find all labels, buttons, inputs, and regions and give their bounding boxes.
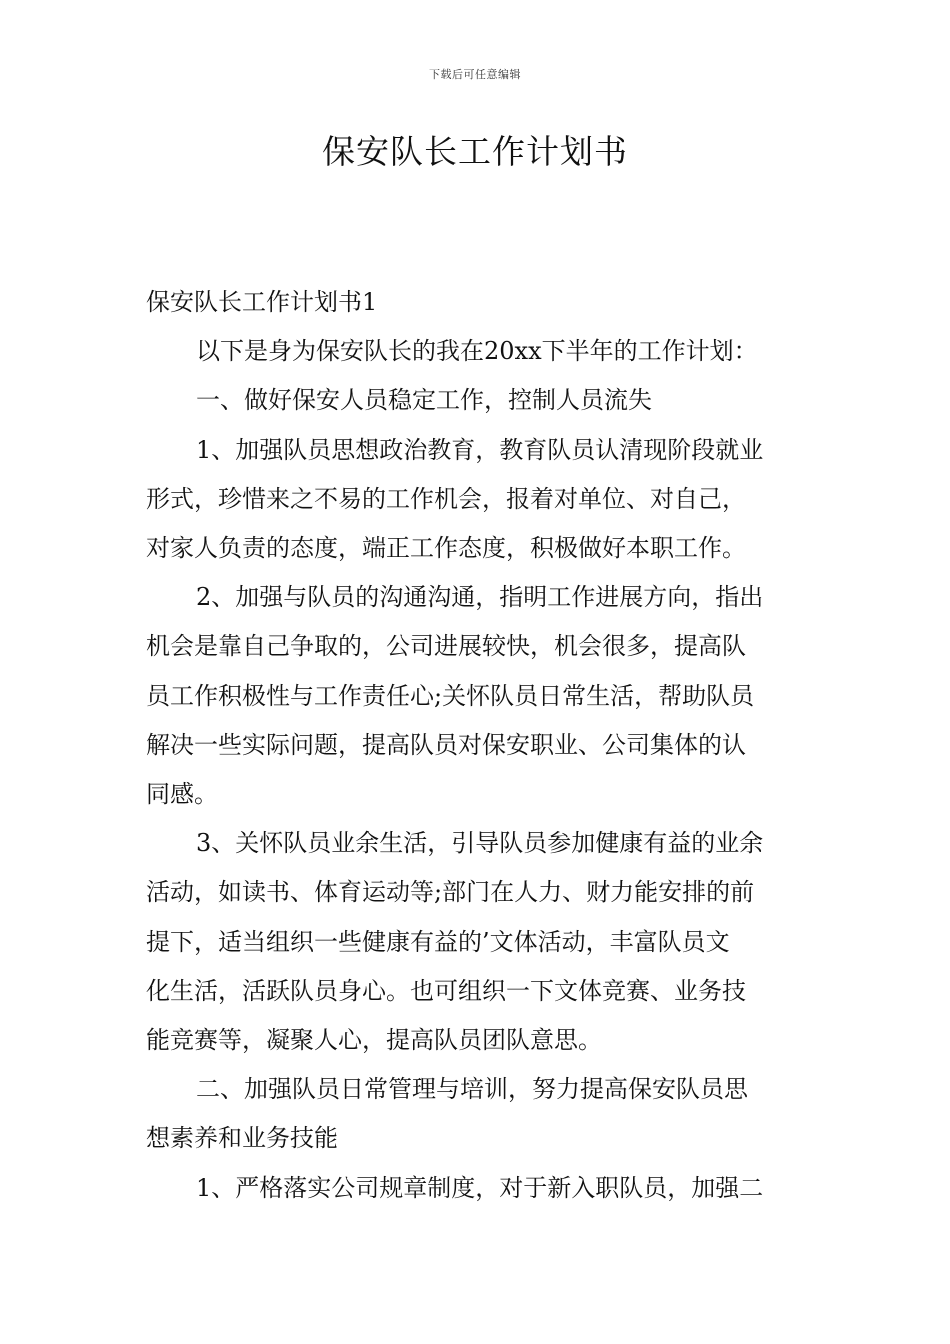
paragraph-line: 2、加强与队员的沟通沟通，指明工作进展方向，指出 xyxy=(196,583,764,612)
paragraph-line: 解决一些实际问题，提高队员对保安职业、公司集体的认 xyxy=(146,730,746,759)
paragraph-line: 一、做好保安人员稳定工作，控制人员流失 xyxy=(196,386,652,415)
paragraph-line: 1、加强队员思想政治教育，教育队员认清现阶段就业 xyxy=(196,435,764,464)
document-body xyxy=(146,278,806,1213)
paragraph-line: 对家人负责的态度，端正工作态度，积极做好本职工作。 xyxy=(146,534,746,563)
paragraph-line: 同感。 xyxy=(146,780,218,809)
paragraph-line: 1、严格落实公司规章制度，对于新入职队员，加强二 xyxy=(196,1173,764,1202)
paragraph-line: 机会是靠自己争取的，公司进展较快，机会很多，提高队 xyxy=(146,632,746,661)
header-note: 下载后可任意编辑 xyxy=(429,68,521,81)
paragraph-line: 二、加强队员日常管理与培训，努力提高保安队员思 xyxy=(196,1075,748,1104)
paragraph-line: 形式，珍惜来之不易的工作机会，报着对单位、对自己， xyxy=(146,484,746,513)
paragraph-line: 化生活，活跃队员身心。也可组织一下文体竞赛、业务技 xyxy=(146,976,746,1005)
document-title: 保安队长工作计划书 xyxy=(322,132,628,171)
paragraph-line: 能竞赛等，凝聚人心，提高队员团队意思。 xyxy=(146,1026,602,1055)
section-heading: 保安队长工作计划书1 xyxy=(146,288,378,316)
paragraph-line: 3、关怀队员业余生活，引导队员参加健康有益的业余 xyxy=(196,829,764,858)
paragraph-line: 提下，适当组织一些健康有益的’文体活动，丰富队员文 xyxy=(146,927,730,956)
paragraph-line: 员工作积极性与工作责任心;关怀队员日常生活，帮助队员 xyxy=(146,681,755,710)
paragraph-line: 想素养和业务技能 xyxy=(146,1124,338,1153)
paragraph-line: 活动，如读书、体育运动等;部门在人力、财力能安排的前 xyxy=(146,878,755,907)
paragraph-line: 以下是身为保安队长的我在20xx下半年的工作计划： xyxy=(196,337,758,366)
